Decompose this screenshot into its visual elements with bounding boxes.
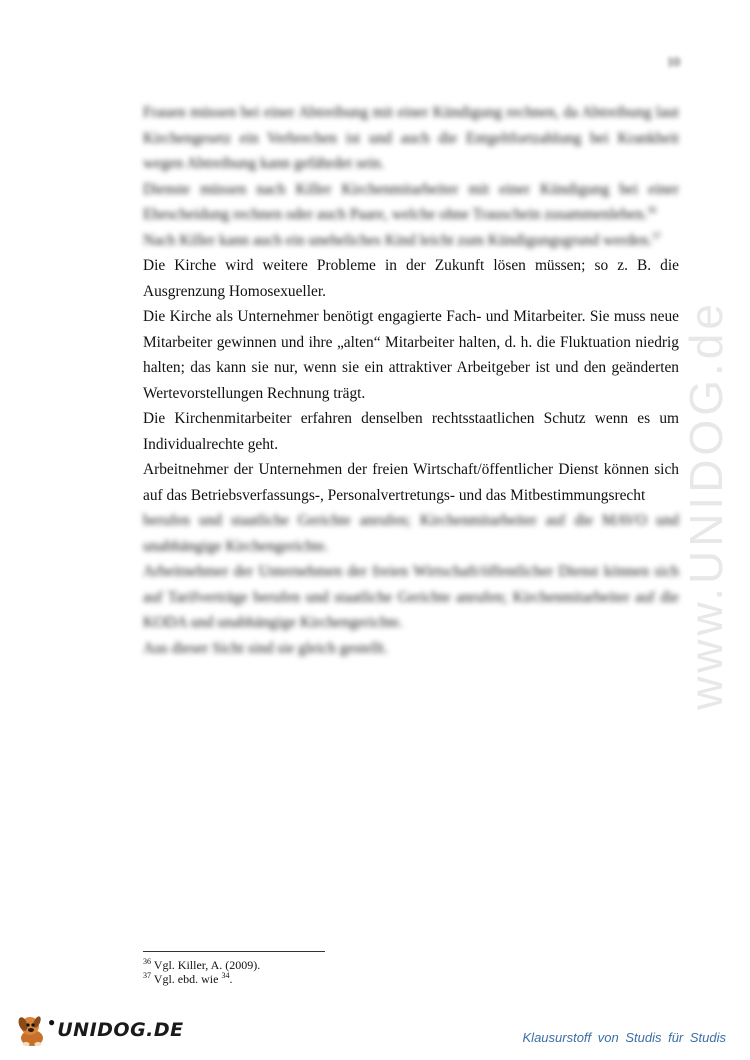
paragraph-4: Die Kirche wird weitere Probleme in der Zukunft lösen müssen; so z. B. die Ausgrenzung Homosexueller. bbox=[143, 257, 679, 300]
document-body bbox=[143, 100, 679, 661]
footnotes bbox=[143, 958, 260, 986]
dog-mascot-icon bbox=[14, 1012, 50, 1048]
footnote-divider bbox=[143, 951, 325, 952]
paragraph-5: Die Kirche als Unternehmer benötigt engagierte Fach- und Mitarbeiter. Sie muss neue Mitarbeiter gewinnen und ihre „alten“ Mitarbeiter halten, d. h. die Fluktuation niedrig halten; das kann sie nur, wenn sie ein attraktiver Arbeitgeber ist und den geänderten Wertevorstellungen Rechnung trägt. bbox=[143, 308, 679, 402]
page-number: 10 bbox=[667, 54, 680, 69]
paragraph-9: Arbeitnehmer der Unternehmen der freien Wirtschaft/öffentlicher Dienst können sich auf Tarifverträge berufen und staatliche Gerichte anrufen; Kirchenmitarbeiter auf die KODA und unabhängige Kirchengerichte. bbox=[143, 563, 679, 631]
unidog-logo[interactable] bbox=[14, 1012, 184, 1048]
paragraph-8: berufen und staatliche Gerichte anrufen; Kirchenmitarbeiter auf die MAVO und unabhängige Kirchengerichte. bbox=[143, 512, 679, 555]
footnote-36: $^{36}$ Vgl. Killer, A. (2009). bbox=[143, 957, 261, 972]
footnote-ref-36: 36 bbox=[647, 204, 657, 215]
paragraph-3: Nach Killer kann auch ein uneheliches Kind leicht zum Kündigungsgrund werden.$^{37}$ bbox=[143, 230, 662, 249]
paragraph-6: Die Kirchenmitarbeiter erfahren denselben rechtsstaatlichen Schutz wenn es um Individualrechte geht. bbox=[143, 410, 679, 453]
footnote-ref-37: 37 bbox=[652, 230, 662, 241]
paragraph-10: Aus dieser Sicht sind sie gleich gestellt. bbox=[143, 639, 388, 657]
watermark: www.UNIDOG.de bbox=[680, 300, 732, 710]
paragraph-1: Frauen müssen bei einer Abtreibung mit einer Kündigung rechnen, da Abtreibung laut Kirchengesetz ein Verbrechen ist und auch die Entgeltfortzahlung bei Krankheit wegen Abtreibung kann gefährdet sein. bbox=[143, 104, 679, 172]
footer-tagline: Klausurstoff von Studis für Studis bbox=[522, 1030, 726, 1045]
logo-text: UNIDOG.DE bbox=[57, 1019, 184, 1041]
paragraph-7: Arbeitnehmer der Unternehmen der freien Wirtschaft/öffentlicher Dienst können sich auf das Betriebsverfassungs-, Personalvertretungs- und das Mitbestimmungsrecht bbox=[143, 461, 679, 504]
paw-icon: ● bbox=[48, 1014, 56, 1029]
paragraph-2: Dienste müssen nach Killer Kirchenmitarbeiter mit einer Kündigung bei einer Ehescheidung rechnen oder auch Paare, welche ohne Trauschein zusammenleben.$^{36}$ bbox=[143, 180, 679, 223]
footnote-37: $^{37}$ Vgl. ebd. wie $^{34}$. bbox=[143, 971, 233, 986]
